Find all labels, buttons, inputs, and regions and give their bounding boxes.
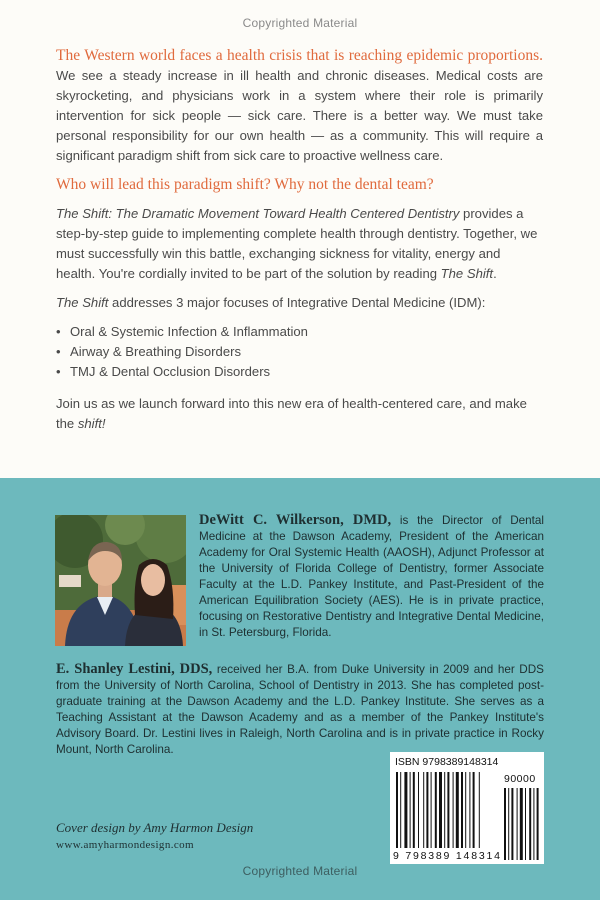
book-description: provides a step-by-step guide to implementing complete health through dentistry. Together, we must successfully win this battle, exchanging sickness for vitality, energy and health. You're cordially invited to be part of the solution by reading [56,206,538,281]
focuses-lead: addresses 3 major focuses of Integrative Dental Medicine (IDM): [108,295,486,310]
barcode-stripe [418,772,419,848]
description-block [56,46,543,443]
closing-text: Join us as we launch forward into this new era of health-centered care, and make the [56,396,527,431]
barcode-stripe [444,772,445,848]
barcode-stripe [456,772,459,848]
barcode-stripe [431,772,432,848]
intro-body: We see a steady increase in ill health and chronic diseases. Medical costs are skyrocketing, and physicians work in a system where their role is primarily intervention for sick people — sick care. There is a better way. We must take personal responsibility for our own health — as a community. This will require a significant paradigm shift from sick care to proactive wellness care. [56,68,543,163]
focuses-title: The Shift [56,295,109,310]
barcode-stripe [413,772,415,848]
barcode-stripe [396,772,398,848]
closing-emphasis: shift! [77,416,106,431]
watermark-top: Copyrighted Material [242,16,358,30]
author-name-lestini: E. Shanley Lestini, DDS, [56,661,213,677]
designer-website: www.amyharmondesign.com [56,839,195,851]
author-bio-wilkerson [199,512,544,641]
focuses-intro [56,293,543,313]
barcode-stripe [400,772,401,848]
intro-paragraph [56,46,543,166]
focus-item: • Airway & Breathing Disorders [56,342,543,362]
barcode-stripe [511,788,513,860]
book-short-title: The Shift [440,266,494,281]
barcode-stripe [447,772,449,848]
focus-item: • TMJ & Dental Occlusion Disorders [56,362,543,382]
barcode-stripe [529,788,531,860]
barcode-stripe [479,772,480,848]
barcode-stripe [439,772,442,848]
barcode-stripe [465,772,466,848]
author-photo [55,515,186,646]
barcode-stripe [404,772,407,848]
isbn-digits: 9 798389 148314 [393,850,502,862]
cover-credit: Cover design by Amy Harmon Design [56,820,254,835]
author-bio-lestini [56,661,544,758]
author-text-wilkerson: is the Director of Dental Medicine at the Dawson Academy, President of the American Academy for Oral Systemic Health (AAOSH), Adjunct Professor at the University of Florida College of Dentistry, former Associate Faculty at the L.D. Pankey Institute, and Past-President of the American Equilibration Society (AES). He is in private practice, focusing on Restorative Dentistry and Integrative Dental Medicine, in St. Petersburg, Florida. [199,514,545,639]
question-heading: Who will lead this paradigm shift? Why not the dental team? [56,176,434,193]
barcode-stripe [473,772,475,848]
closing-paragraph [56,394,543,434]
author-photo-illustration [55,515,186,646]
focus-list [56,322,543,382]
barcode-bars [390,752,544,864]
barcode-stripe [426,772,428,848]
barcode-stripe [504,788,506,860]
isbn-barcode [390,752,544,864]
author-name-wilkerson: DeWitt C. Wilkerson, DMD, [199,512,392,528]
barcode-stripe [525,788,526,860]
barcode-stripe [508,788,509,860]
barcode-stripe [520,788,523,860]
price-addon: 90000 [504,773,536,785]
barcode-stripe [461,772,463,848]
barcode-stripe [533,788,534,860]
barcode-stripe [469,772,470,848]
barcode-stripe [517,788,518,860]
author-text-lestini: received her B.A. from Duke University in 2009 and her DDS from the University of North Carolina, School of Dentistry in 2013. She has completed post-graduate training at the Dawson Academy and the L.D. Pankey Institute. She serves as a Teaching Assistant at the Dawson Academy and as a member of the Pankey Institute's Advisory Board. Dr. Lestini lives in Raleigh, North Carolina and is in private practice in Rocky Mount, North Carolina. [56,663,544,756]
book-paragraph [56,204,543,284]
barcode-stripe [537,788,539,860]
focus-item: • Oral & Systemic Infection & Inflammation [56,322,543,342]
book-period: . [493,266,497,281]
watermark-bottom: Copyrighted Material [242,864,358,878]
isbn-label: ISBN 9798389148314 [395,756,499,768]
barcode-stripe [435,772,437,848]
barcode-stripe [410,772,411,848]
intro-lead: The Western world faces a health crisis that is reaching epidemic proportions. [56,47,543,64]
book-full-title: The Shift: The Dramatic Movement Toward Health Centered Dentistry [56,206,460,221]
barcode-stripe [453,772,454,848]
barcode-stripe [423,772,424,848]
